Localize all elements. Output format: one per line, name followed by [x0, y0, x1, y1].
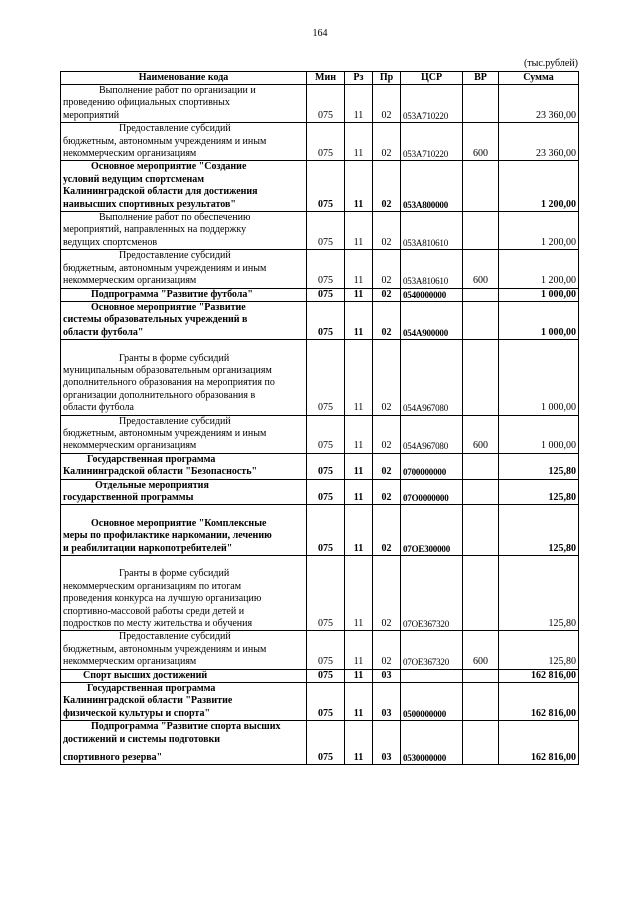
- row-name-line: Калининградской области для достижения: [63, 186, 258, 198]
- row-name: [61, 250, 307, 288]
- row-name-line: Основное мероприятие "Комплексные: [91, 517, 267, 529]
- row-name-line: меры по профилактике наркомании, лечению: [63, 530, 272, 542]
- row-csr: 0540000000: [401, 288, 463, 301]
- row-min: 075: [307, 85, 345, 123]
- row-pr: 02: [373, 161, 401, 212]
- row-name-line: наивысших спортивных результатов": [63, 198, 236, 210]
- row-pr: 02: [373, 123, 401, 161]
- row-vr: [463, 721, 499, 765]
- row-name-line: проведения конкурса на лучшую организацию: [63, 593, 262, 605]
- row-name-line: государственной программы: [63, 491, 194, 503]
- row-csr: 054А900000: [401, 301, 463, 339]
- row-name-line: бюджетным, автономным учреждениям и иным: [63, 135, 267, 147]
- row-name-line: некоммерческим организациям: [63, 440, 197, 452]
- units-label: (тыс.рублей): [523, 58, 578, 69]
- row-rz: 11: [345, 556, 373, 631]
- row-pr: 02: [373, 505, 401, 556]
- row-name-line: Государственная программа: [87, 453, 216, 465]
- row-name-line: условий ведущим спортсменам: [63, 173, 205, 185]
- row-sum: 1 200,00: [499, 161, 579, 212]
- row-min: 075: [307, 288, 345, 301]
- row-rz: 11: [345, 669, 373, 682]
- row-name-line: Калининградской области "Безопасность": [63, 466, 258, 478]
- row-csr: 053А710220: [401, 123, 463, 161]
- row-name-line: Основное мероприятие "Создание: [91, 161, 247, 173]
- row-name: [61, 669, 307, 682]
- row-name-line: организации дополнительного образования в: [63, 389, 256, 401]
- row-name: [61, 505, 307, 556]
- row-sum: 125,80: [499, 556, 579, 631]
- row-pr: 03: [373, 721, 401, 765]
- row-rz: 11: [345, 721, 373, 765]
- table-row: [61, 340, 579, 415]
- row-name-line: мероприятий: [63, 109, 120, 121]
- row-min: 075: [307, 453, 345, 479]
- row-name-line: Подпрограмма "Развитие футбола": [91, 288, 253, 300]
- row-name: [61, 683, 307, 721]
- row-name-line: и реабилитации наркопотребителей": [63, 542, 233, 554]
- table-row: [61, 250, 579, 288]
- header-rz: Рз: [345, 72, 373, 85]
- row-name-line: некоммерческим организациям: [63, 656, 197, 668]
- header-name: Наименование кода: [61, 72, 307, 85]
- row-name: [61, 212, 307, 250]
- row-pr: 02: [373, 301, 401, 339]
- budget-table: [60, 71, 579, 765]
- row-name: [61, 631, 307, 669]
- row-name-line: бюджетным, автономным учреждениям и иным: [63, 262, 267, 274]
- row-vr: [463, 288, 499, 301]
- page-number: 164: [312, 28, 328, 39]
- row-name-line: бюджетным, автономным учреждениям и иным: [63, 427, 267, 439]
- row-name: [61, 340, 307, 415]
- row-csr: 054А967080: [401, 340, 463, 415]
- row-min: 075: [307, 123, 345, 161]
- row-name-line: достижений и системы подготовки: [63, 733, 221, 745]
- row-pr: 03: [373, 669, 401, 682]
- row-name-line: муниципальным образовательным организациям: [63, 364, 272, 376]
- table-row: [61, 683, 579, 721]
- row-rz: 11: [345, 301, 373, 339]
- row-sum: 23 360,00: [499, 123, 579, 161]
- row-sum: 23 360,00: [499, 85, 579, 123]
- row-name-line: Государственная программа: [87, 683, 216, 695]
- header-vr: ВР: [463, 72, 499, 85]
- row-name-line: области футбола": [63, 326, 144, 338]
- table-row: [61, 161, 579, 212]
- row-rz: 11: [345, 453, 373, 479]
- row-name-line: системы образовательных учреждений в: [63, 314, 248, 326]
- row-min: 075: [307, 301, 345, 339]
- row-rz: 11: [345, 479, 373, 505]
- row-vr: 600: [463, 123, 499, 161]
- table-body: [61, 85, 579, 765]
- row-pr: 02: [373, 340, 401, 415]
- table-row: [61, 505, 579, 556]
- row-rz: 11: [345, 683, 373, 721]
- row-name-line: области футбола: [63, 402, 134, 414]
- row-min: 075: [307, 631, 345, 669]
- row-name-line: Предоставление субсидий: [119, 415, 231, 427]
- row-pr: 02: [373, 250, 401, 288]
- table-row: [61, 415, 579, 453]
- table-row: [61, 453, 579, 479]
- row-rz: 11: [345, 415, 373, 453]
- table-row: [61, 123, 579, 161]
- row-rz: 11: [345, 631, 373, 669]
- row-min: 075: [307, 505, 345, 556]
- row-csr: 0500000000: [401, 683, 463, 721]
- table-row: [61, 631, 579, 669]
- row-name-line: спортивно-массовой работы среди детей и: [63, 605, 245, 617]
- row-name-line: Отдельные мероприятия: [95, 479, 209, 491]
- row-pr: 02: [373, 415, 401, 453]
- row-vr: [463, 683, 499, 721]
- row-sum: 1 000,00: [499, 415, 579, 453]
- row-vr: [463, 301, 499, 339]
- row-name-line: Предоставление субсидий: [119, 250, 231, 262]
- row-name: [61, 123, 307, 161]
- row-rz: 11: [345, 250, 373, 288]
- row-name: [61, 85, 307, 123]
- row-name-line: мероприятий, направленных на поддержку: [63, 224, 247, 236]
- row-csr: [401, 669, 463, 682]
- row-pr: 02: [373, 288, 401, 301]
- row-name-line: бюджетным, автономным учреждениям и иным: [63, 643, 267, 655]
- row-name-line: некоммерческим организациям по итогам: [63, 580, 242, 592]
- row-min: 075: [307, 683, 345, 721]
- row-csr: 07ОЕ367320: [401, 556, 463, 631]
- row-min: 075: [307, 415, 345, 453]
- row-vr: [463, 505, 499, 556]
- table-row: [61, 288, 579, 301]
- row-sum: 125,80: [499, 505, 579, 556]
- row-name-line: Гранты в форме субсидий: [119, 568, 230, 580]
- table-row: [61, 556, 579, 631]
- row-min: 075: [307, 250, 345, 288]
- row-name-line: [63, 340, 304, 352]
- row-sum: 1 200,00: [499, 250, 579, 288]
- row-min: 075: [307, 161, 345, 212]
- row-vr: [463, 212, 499, 250]
- row-name-line: Выполнение работ по организации и: [99, 85, 256, 96]
- row-pr: 02: [373, 85, 401, 123]
- row-name: [61, 556, 307, 631]
- row-rz: 11: [345, 212, 373, 250]
- row-vr: [463, 161, 499, 212]
- row-pr: 02: [373, 479, 401, 505]
- row-pr: 02: [373, 212, 401, 250]
- row-name-line: Основное мероприятие "Развитие: [91, 301, 246, 313]
- row-name-line: Калининградской области "Развитие: [63, 695, 233, 707]
- row-vr: [463, 453, 499, 479]
- row-csr: 07ОЕ300000: [401, 505, 463, 556]
- row-sum: 125,80: [499, 453, 579, 479]
- row-min: 075: [307, 556, 345, 631]
- row-name: [61, 479, 307, 505]
- header-pr: Пр: [373, 72, 401, 85]
- row-rz: 11: [345, 85, 373, 123]
- table-row: [61, 479, 579, 505]
- row-name: [61, 721, 307, 765]
- row-csr: 0530000000: [401, 721, 463, 765]
- table-row: [61, 212, 579, 250]
- row-csr: 07О0000000: [401, 479, 463, 505]
- row-min: 075: [307, 479, 345, 505]
- table-row: [61, 721, 579, 765]
- row-name: [61, 453, 307, 479]
- row-vr: 600: [463, 415, 499, 453]
- row-name-line: Выполнение работ по обеспечению: [99, 212, 251, 224]
- row-vr: [463, 340, 499, 415]
- row-csr: 053А810610: [401, 212, 463, 250]
- row-pr: 02: [373, 631, 401, 669]
- header-sum: Сумма: [499, 72, 579, 85]
- row-sum: 162 816,00: [499, 683, 579, 721]
- row-rz: 11: [345, 288, 373, 301]
- row-min: 075: [307, 721, 345, 765]
- row-pr: 03: [373, 683, 401, 721]
- row-vr: 600: [463, 631, 499, 669]
- row-name-line: Предоставление субсидий: [119, 123, 231, 135]
- row-name-line: спортивного резерва": [63, 752, 163, 764]
- table-row: [61, 669, 579, 682]
- row-name-line: Предоставление субсидий: [119, 631, 231, 643]
- table-row: [61, 301, 579, 339]
- row-csr: 0700000000: [401, 453, 463, 479]
- row-csr: 07ОЕ367320: [401, 631, 463, 669]
- row-sum: 1 000,00: [499, 288, 579, 301]
- row-rz: 11: [345, 123, 373, 161]
- row-rz: 11: [345, 505, 373, 556]
- row-vr: [463, 556, 499, 631]
- row-min: 075: [307, 212, 345, 250]
- row-vr: 600: [463, 250, 499, 288]
- row-name-line: проведению официальных спортивных: [63, 97, 230, 109]
- row-name: [61, 415, 307, 453]
- row-pr: 02: [373, 556, 401, 631]
- row-vr: [463, 85, 499, 123]
- row-csr: 054А967080: [401, 415, 463, 453]
- row-sum: 125,80: [499, 631, 579, 669]
- row-name-line: [63, 505, 304, 517]
- row-sum: 162 816,00: [499, 721, 579, 765]
- row-sum: 162 816,00: [499, 669, 579, 682]
- row-vr: [463, 479, 499, 505]
- table-header-row: [61, 72, 579, 85]
- row-csr: 053А810610: [401, 250, 463, 288]
- table-row: [61, 85, 579, 123]
- row-name-line: Спорт высших достижений: [83, 669, 208, 681]
- row-sum: 125,80: [499, 479, 579, 505]
- row-name-line: некоммерческим организациям: [63, 275, 197, 287]
- header-min: Мин: [307, 72, 345, 85]
- row-min: 075: [307, 669, 345, 682]
- row-name-line: [63, 556, 304, 568]
- row-csr: 053А800000: [401, 161, 463, 212]
- row-rz: 11: [345, 340, 373, 415]
- row-name-line: физической культуры и спорта": [63, 707, 211, 719]
- row-sum: 1 000,00: [499, 340, 579, 415]
- row-name-line: дополнительного образования на мероприятия по: [63, 377, 275, 389]
- header-csr: ЦСР: [401, 72, 463, 85]
- row-sum: 1 000,00: [499, 301, 579, 339]
- row-pr: 02: [373, 453, 401, 479]
- row-name: [61, 161, 307, 212]
- row-csr: 053А710220: [401, 85, 463, 123]
- row-name: [61, 288, 307, 301]
- row-name-line: Гранты в форме субсидий: [119, 352, 230, 364]
- row-min: 075: [307, 340, 345, 415]
- row-name-line: подростков по месту жительства и обучения: [63, 618, 253, 630]
- row-sum: 1 200,00: [499, 212, 579, 250]
- row-name-line: Подпрограмма "Развитие спорта высших: [91, 721, 281, 733]
- row-vr: [463, 669, 499, 682]
- row-name-line: некоммерческим организациям: [63, 148, 197, 160]
- row-name-line: ведущих спортсменов: [63, 236, 158, 248]
- row-rz: 11: [345, 161, 373, 212]
- row-name: [61, 301, 307, 339]
